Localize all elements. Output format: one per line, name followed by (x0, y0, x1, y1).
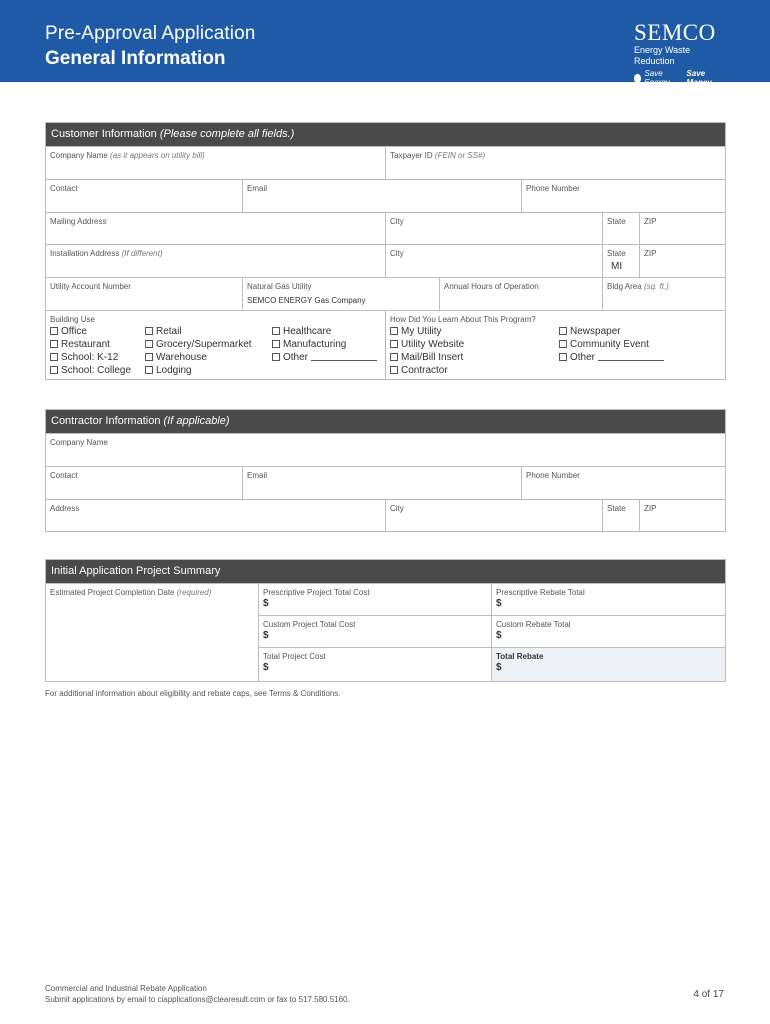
contractor-city-field[interactable]: City (385, 500, 602, 531)
summary-heading: Initial Application Project Summary (46, 560, 725, 583)
contractor-heading: Contractor Information (If applicable) (46, 410, 725, 433)
checkbox-grocery[interactable]: Grocery/Supermarket (145, 338, 252, 351)
footer-line1: Commercial and Industrial Rebate Application (45, 984, 207, 993)
contractor-zip-field[interactable]: ZIP (639, 500, 725, 531)
checkbox-warehouse[interactable]: Warehouse (145, 351, 252, 364)
checkbox-manufacturing[interactable]: Manufacturing (272, 338, 377, 351)
customer-row-4 (46, 244, 725, 277)
checkbox-school-k12[interactable]: School: K-12 (50, 351, 131, 364)
semco-logo (634, 22, 726, 87)
learn-col2 (559, 325, 664, 364)
state2-value: MI (611, 261, 623, 272)
total-cost-field[interactable]: Total Project Cost $ (258, 648, 491, 681)
logo-tagline (634, 69, 726, 87)
email-field[interactable]: Email (242, 180, 521, 212)
contractor-company-field[interactable]: Company Name (50, 438, 108, 447)
contractor-address-field[interactable]: Address (50, 504, 80, 513)
checkbox-newspaper[interactable]: Newspaper (559, 325, 664, 338)
checkbox-contractor[interactable]: Contractor (390, 364, 464, 377)
contact-field[interactable]: Contact (50, 184, 78, 193)
checkbox-learn-other[interactable]: Other (559, 351, 664, 364)
state2-field[interactable]: State MI (602, 245, 639, 277)
custom-cost-field[interactable]: Custom Project Total Cost $ (258, 616, 491, 648)
checkbox-restaurant[interactable]: Restaurant (50, 338, 131, 351)
page-title: Pre-Approval Application (45, 23, 256, 44)
contractor-state-field[interactable]: State (602, 500, 639, 531)
customer-row-5 (46, 277, 725, 310)
checkbox-retail[interactable]: Retail (145, 325, 252, 338)
customer-row-2 (46, 179, 725, 212)
bldg-area-field[interactable]: Bldg Area (sq. ft.) (602, 278, 725, 310)
contractor-email-field[interactable]: Email (242, 467, 521, 499)
contractor-row-2 (46, 466, 725, 499)
checkbox-building-other[interactable]: Other (272, 351, 377, 364)
customer-heading: Customer Information (Please complete all fields.) (46, 123, 725, 146)
checkbox-community-event[interactable]: Community Event (559, 338, 664, 351)
logo-tag-2: Save Money. (686, 69, 714, 87)
city2-field[interactable]: City (385, 245, 602, 277)
contractor-row-1 (46, 433, 725, 466)
building-use-col1 (50, 325, 131, 377)
annual-hours-field[interactable]: Annual Hours of Operation (439, 278, 602, 310)
customer-row-3 (46, 212, 725, 244)
learn-col1 (390, 325, 464, 377)
logo-sub: Energy Waste Reduction (634, 45, 691, 66)
footer (45, 983, 350, 1005)
contractor-section (45, 409, 726, 532)
taxpayer-id-field[interactable]: Taxpayer ID (FEIN or SS#) (385, 147, 725, 179)
state-field[interactable]: State (602, 213, 639, 244)
zip-field[interactable]: ZIP (639, 213, 725, 244)
company-name-field[interactable]: Company Name (as it appears on utility bill) (50, 151, 205, 160)
checkbox-mail-bill[interactable]: Mail/Bill Insert (390, 351, 464, 364)
summary-section (45, 559, 726, 682)
phone-field[interactable]: Phone Number (521, 180, 725, 212)
custom-rebate-field[interactable]: Custom Rebate Total $ (491, 616, 725, 648)
prescriptive-rebate-field[interactable]: Prescriptive Rebate Total $ (491, 584, 725, 616)
checkbox-utility-website[interactable]: Utility Website (390, 338, 464, 351)
leaf-icon (634, 74, 641, 83)
customer-row-1 (46, 146, 725, 179)
learn-program-field: How Did You Learn About This Program? My Utility Utility Website Mail/Bill Insert Contractor Newspaper Community Event Other (385, 311, 725, 379)
footer-line2: Submit applications by email to ciapplications@clearesult.com or fax to 517.580.5160. (45, 995, 350, 1004)
city-field[interactable]: City (385, 213, 602, 244)
logo-brand: SEMCO (634, 20, 716, 45)
header-banner (0, 0, 770, 87)
checkbox-lodging[interactable]: Lodging (145, 364, 252, 377)
zip2-field[interactable]: ZIP (639, 245, 725, 277)
customer-row-6 (46, 310, 725, 379)
page-subtitle: General Information (45, 48, 226, 69)
logo-tag-1: Save Energy. (644, 69, 672, 87)
building-use-field: Building Use Office Restaurant School: K-12 School: College Retail Grocery/Supermarket Warehouse Lodging Healthcare Manufacturing Other (46, 311, 385, 379)
natural-gas-utility-field[interactable]: Natural Gas Utility SEMCO ENERGY Gas Company (242, 278, 439, 310)
checkbox-school-college[interactable]: School: College (50, 364, 131, 377)
customer-section (45, 122, 726, 380)
building-use-col3 (272, 325, 377, 364)
natural-gas-utility-value: SEMCO ENERGY Gas Company (247, 296, 366, 305)
terms-note: For additional information about eligibility and rebate caps, see Terms & Conditions. (45, 689, 341, 698)
contractor-row-3 (46, 499, 725, 531)
building-use-col2 (145, 325, 252, 377)
total-rebate-field[interactable]: Total Rebate $ (491, 648, 725, 681)
checkbox-healthcare[interactable]: Healthcare (272, 325, 377, 338)
page-number: 4 of 17 (693, 989, 724, 1000)
completion-date-field[interactable]: Estimated Project Completion Date (required) (50, 588, 212, 597)
prescriptive-cost-field[interactable]: Prescriptive Project Total Cost $ (258, 584, 491, 616)
checkbox-my-utility[interactable]: My Utility (390, 325, 464, 338)
utility-account-field[interactable]: Utility Account Number (50, 282, 131, 291)
installation-address-field[interactable]: Installation Address (If different) (50, 249, 163, 258)
checkbox-office[interactable]: Office (50, 325, 131, 338)
contractor-phone-field[interactable]: Phone Number (521, 467, 725, 499)
contractor-contact-field[interactable]: Contact (50, 471, 78, 480)
summary-body (46, 583, 725, 681)
mailing-address-field[interactable]: Mailing Address (50, 217, 107, 226)
